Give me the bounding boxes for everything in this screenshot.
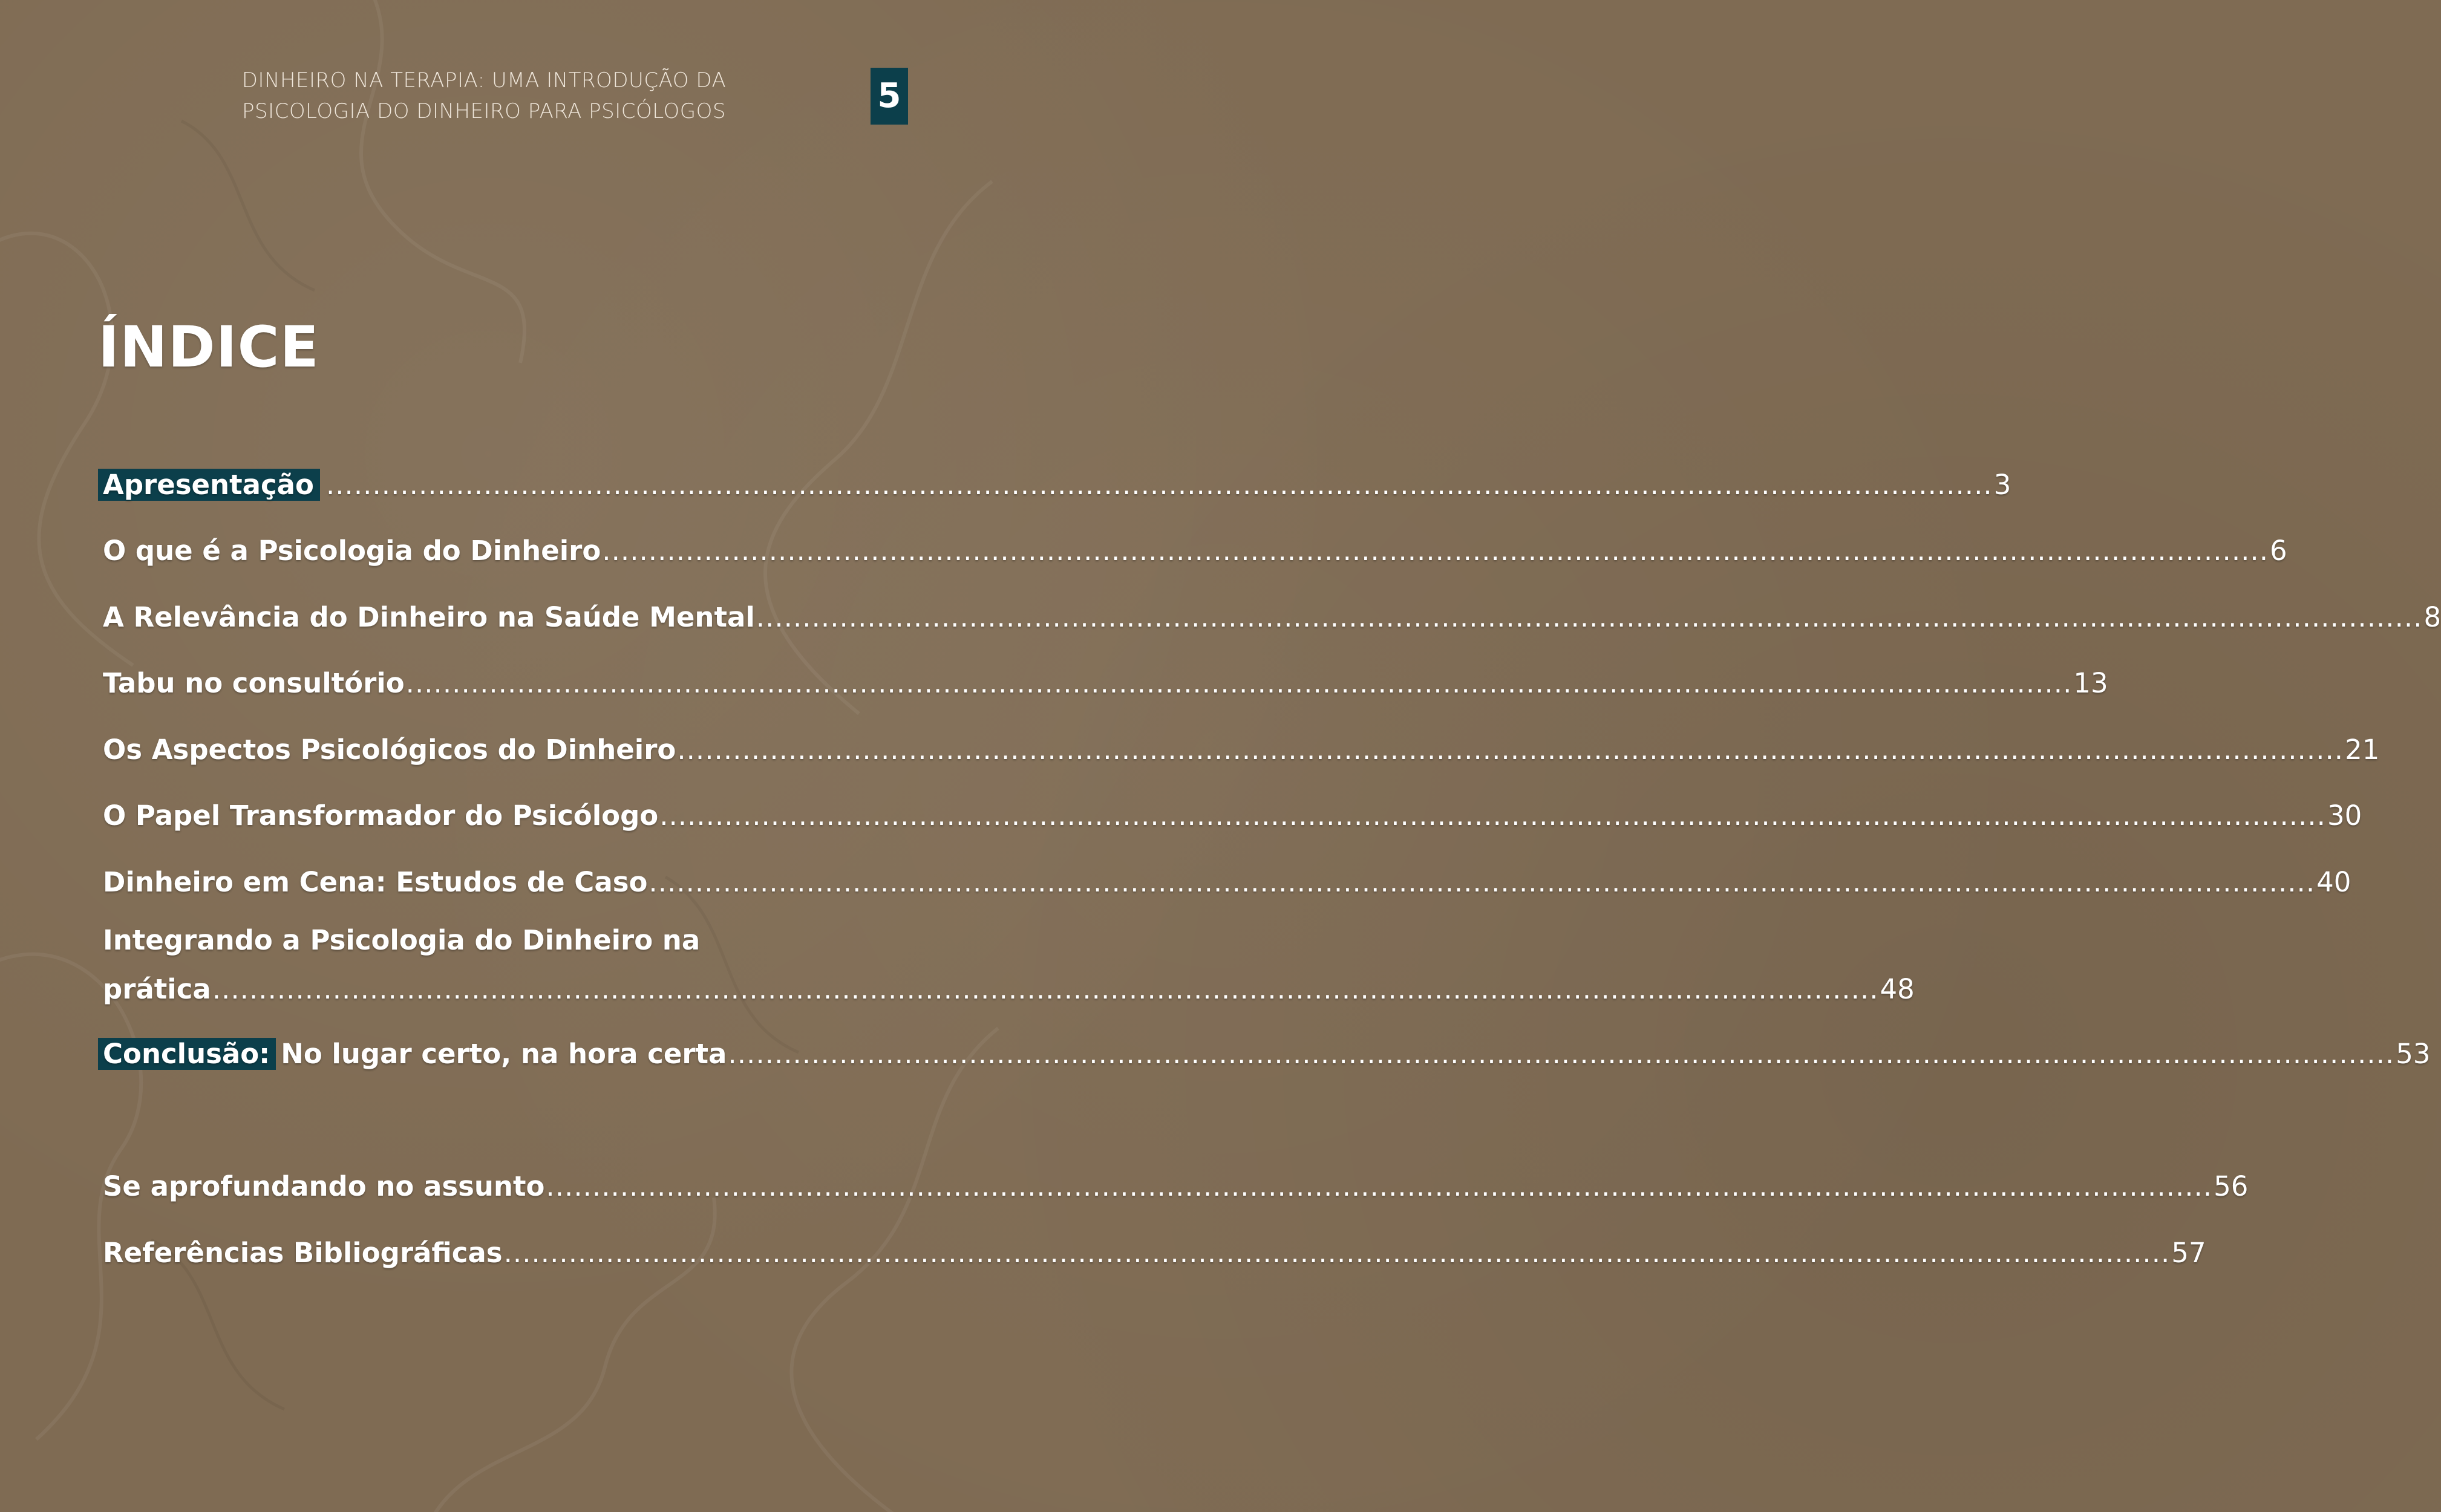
leader-dots: ....................................................................................................................................................................................	[649, 866, 2316, 898]
toc-entry-label-line-1: Integrando a Psicologia do Dinheiro na	[103, 924, 701, 956]
toc-entry-apresentacao[interactable]	[103, 462, 2011, 501]
toc-entry-referencias[interactable]	[103, 1230, 2206, 1269]
toc-entry-page: 57	[2171, 1237, 2206, 1269]
toc-entry-label: O que é a Psicologia do Dinheiro	[103, 535, 601, 567]
page-number-badge: 5	[871, 68, 908, 125]
leader-dots: ....................................................................................................................................................................................	[728, 1038, 2395, 1070]
toc-entry-page: 8	[2423, 601, 2441, 633]
toc-entry-tabu[interactable]	[103, 660, 2108, 699]
toc-entry-label: Dinheiro em Cena: Estudos de Caso	[103, 866, 648, 898]
toc-entry-psicologia-do-dinheiro[interactable]	[103, 528, 2287, 567]
toc-entry-label: Tabu no consultório	[103, 667, 405, 699]
toc-entry-label-line-2: prática	[103, 973, 211, 1005]
toc-entry-integrando[interactable]	[103, 924, 1915, 1006]
toc-entry-line-2	[103, 966, 1915, 1005]
leader-dots: ....................................................................................................................................................................................	[659, 800, 2326, 832]
toc-entry-page: 3	[1993, 469, 2011, 501]
header-line-2: PSICOLOGIA DO DINHEIRO PARA PSICÓLOGOS	[242, 99, 726, 123]
book-header	[181, 65, 786, 127]
leader-dots: ....................................................................................................................................................................................	[405, 667, 2073, 699]
leader-dots: ....................................................................................................................................................................................	[546, 1170, 2213, 1202]
header-line-1: DINHEIRO NA TERAPIA: UMA INTRODUÇÃO DA	[241, 68, 727, 93]
toc-entry-page: 6	[2270, 535, 2287, 567]
page-title: ÍNDICE	[98, 314, 319, 380]
toc-entry-label: A Relevância do Dinheiro na Saúde Mental	[103, 601, 755, 633]
toc-entry-estudos-de-caso[interactable]	[103, 859, 2351, 898]
toc-entry-conclusao[interactable]	[103, 1031, 2431, 1070]
toc-entry-aspectos[interactable]	[103, 727, 2380, 766]
toc-entry-page: 40	[2316, 866, 2351, 898]
toc-entry-page: 13	[2073, 667, 2108, 699]
toc-entry-label: O Papel Transformador do Psicólogo	[103, 800, 659, 832]
leader-dots: ....................................................................................................................................................................................	[325, 469, 1993, 501]
toc-entry-page: 56	[2214, 1170, 2249, 1202]
toc-entry-label: Apresentação	[98, 469, 320, 501]
toc-entry-label-prefix: Conclusão:	[98, 1038, 276, 1070]
toc-entry-label: No lugar certo, na hora certa	[281, 1038, 727, 1070]
toc-entry-papel[interactable]	[103, 793, 2362, 832]
toc-entry-page: 48	[1880, 973, 1915, 1005]
toc-entry-relevancia[interactable]	[103, 595, 2441, 633]
toc-entry-page: 30	[2327, 800, 2362, 832]
toc-entry-label: Os Aspectos Psicológicos do Dinheiro	[103, 734, 676, 766]
toc-entry-page: 21	[2345, 734, 2380, 766]
leader-dots: ....................................................................................................................................................................................	[212, 973, 1879, 1005]
leader-dots: ....................................................................................................................................................................................	[677, 734, 2344, 766]
toc-entry-page: 53	[2396, 1038, 2431, 1070]
leader-dots: ....................................................................................................................................................................................	[503, 1237, 2171, 1269]
leader-dots: ....................................................................................................................................................................................	[756, 601, 2423, 633]
toc-entry-label: Referências Bibliográficas	[103, 1237, 503, 1269]
leader-dots: ....................................................................................................................................................................................	[602, 535, 2269, 567]
toc-entry-label: Se aprofundando no assunto	[103, 1170, 545, 1202]
toc-entry-se-aprofundando[interactable]	[103, 1164, 2249, 1202]
